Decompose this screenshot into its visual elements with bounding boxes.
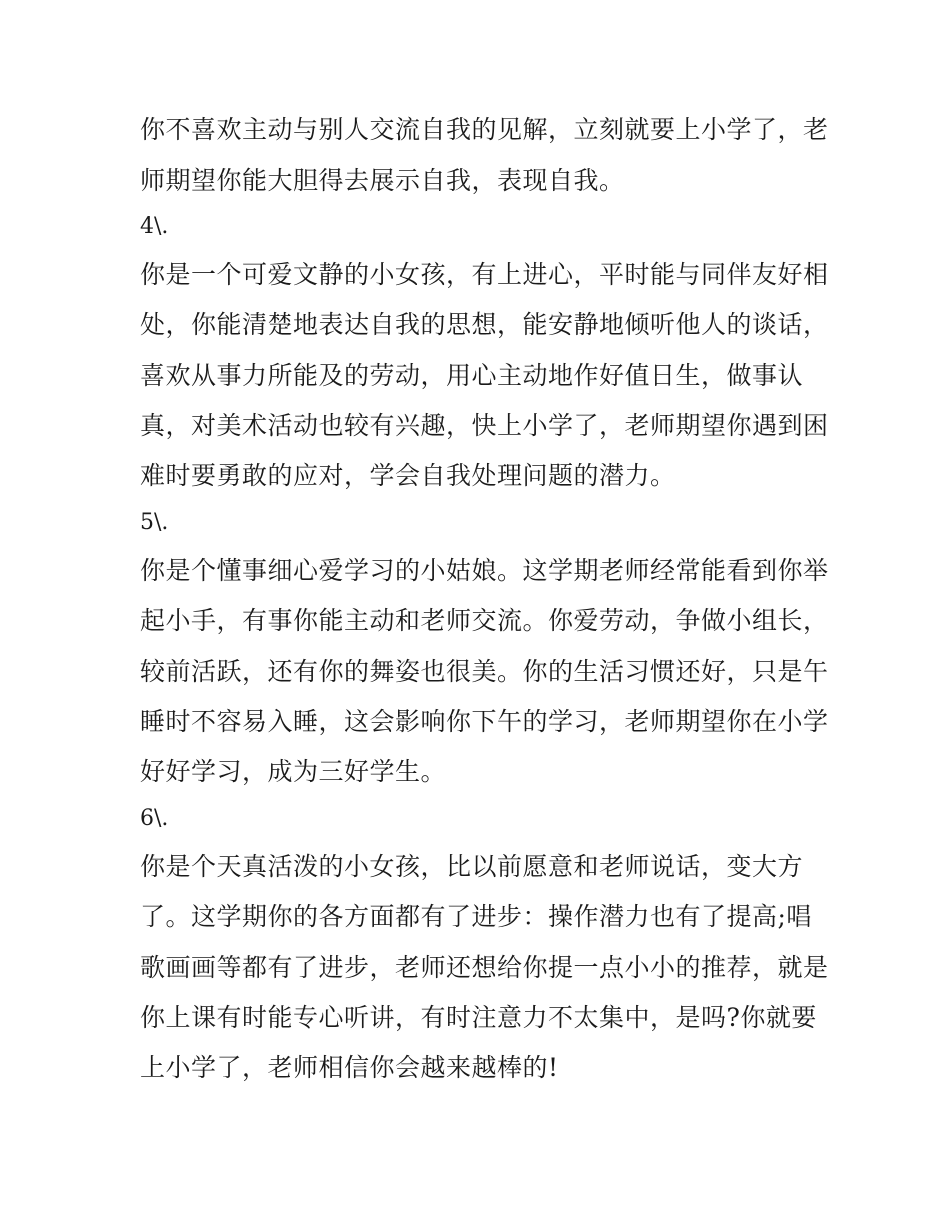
paragraph-line: 好好学习，成为三好学生。 (140, 757, 447, 786)
item-number: 4\. (140, 214, 169, 239)
paragraph-line: 起小手，有事你能主动和老师交流。你爱劳动，争做小组长， (140, 606, 829, 635)
paragraph-line: 歌画画等都有了进步，老师还想给你提一点小小的推荐，就是 (140, 953, 829, 982)
paragraph-line: 睡时不容易入睡，这会影响你下午的学习，老师期望你在小学 (140, 707, 829, 736)
paragraph-line: 真，对美术活动也较有兴趣，快上小学了，老师期望你遇到困 (140, 411, 829, 440)
paragraph-line: 喜欢从事力所能及的劳动，用心主动地作好值日生，做事认 (140, 361, 804, 390)
paragraph-line: 处，你能清楚地表达自我的思想，能安静地倾听他人的谈话， (140, 310, 829, 339)
paragraph-line: 你上课有时能专心听讲，有时注意力不太集中，是吗?你就要 (140, 1003, 817, 1032)
paragraph-line: 了。这学期你的各方面都有了进步：操作潜力也有了提高;唱 (140, 902, 812, 931)
paragraph-line: 难时要勇敢的应对，学会自我处理问题的潜力。 (140, 461, 676, 490)
item-number: 5\. (140, 510, 169, 535)
paragraph-line: 你是一个可爱文静的小女孩，有上进心，平时能与同伴友好相 (140, 260, 829, 289)
paragraph-line: 你是个懂事细心爱学习的小姑娘。这学期老师经常能看到你举 (140, 556, 829, 585)
item-number: 6\. (140, 806, 169, 831)
paragraph-line: 上小学了，老师相信你会越来越棒的! (140, 1053, 559, 1082)
paragraph-line: 你是个天真活泼的小女孩，比以前愿意和老师说话，变大方 (140, 852, 804, 881)
paragraph-line: 你不喜欢主动与别人交流自我的见解，立刻就要上小学了，老 (140, 115, 829, 144)
paragraph-line: 较前活跃，还有你的舞姿也很美。你的生活习惯还好，只是午 (140, 657, 829, 686)
paragraph-line: 师期望你能大胆得去展示自我，表现自我。 (140, 166, 625, 195)
